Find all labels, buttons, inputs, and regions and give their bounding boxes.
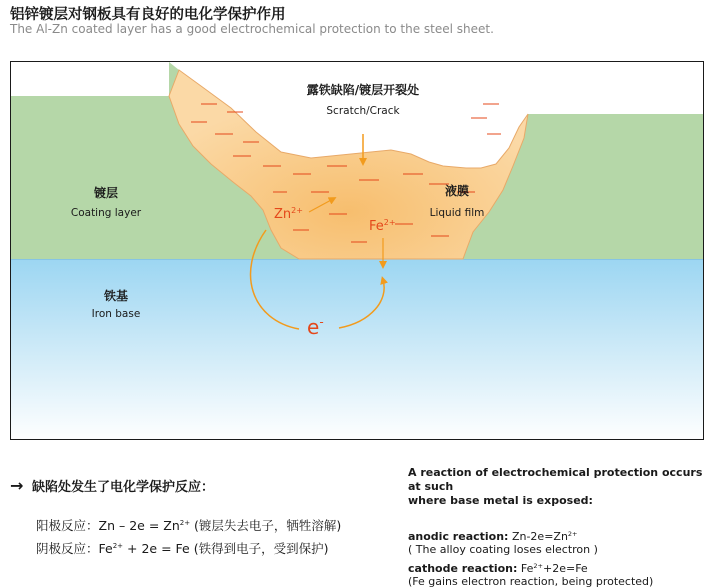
liquid-label-cn: 液膜: [444, 184, 469, 198]
title-cn: 铝锌镀层对钢板具有良好的电化学保护作用: [10, 7, 286, 23]
reactions-cn: [10, 476, 395, 556]
anodic-reaction-en: anodic reaction: $Zn-2e=Zn^{2+}$: [408, 530, 578, 543]
anodic-reaction-cn: 阳极反应：$Zn - 2e = Zn^{2+}$ (镀层失去电子，牺牲溶解): [36, 518, 342, 533]
cathodic-reaction-cn: 阴极反应：$Fe^{2+} + 2e = Fe$ (铁得到电子，受到保护): [36, 541, 329, 556]
liquid-label-en: Liquid film: [429, 207, 485, 219]
scratch-label-en: Scratch/Crack: [326, 105, 400, 117]
reactions-cn-heading: → 缺陷处发生了电化学保护反应：: [10, 476, 215, 495]
reactions-en-heading-1: A reaction of electrochemical protection occurs at such: [408, 466, 703, 493]
diagram-graphic: [11, 62, 704, 440]
cathodic-reaction-en: cathode reaction: $Fe^{2+}+2e=Fe$: [408, 562, 588, 575]
reactions-en: [408, 466, 706, 587]
cathodic-note-en: (Fe gains electron reaction, being protected): [408, 575, 654, 587]
fe-ion: $Fe^{2+}$: [369, 218, 396, 234]
anodic-note-en: ( The alloy coating loses electron ): [408, 543, 598, 556]
iron-label-en: Iron base: [91, 308, 141, 320]
electron: e-: [307, 315, 324, 339]
scratch-label-cn: 露铁缺陷/镀层开裂处: [306, 83, 420, 97]
zn-ion: $Zn^{2+}$: [274, 206, 303, 222]
iron-label-cn: 铁基: [103, 289, 128, 303]
reactions-en-heading-2: where base metal is exposed:: [408, 494, 593, 507]
title-en: The Al-Zn coated layer has a good electrochemical protection to the steel sheet.: [10, 22, 494, 36]
coating-label-en: Coating layer: [70, 207, 142, 219]
corrosion-diagram: [10, 61, 704, 440]
arrow-right-icon: →: [10, 476, 24, 495]
coating-label-cn: 镀层: [93, 186, 118, 200]
